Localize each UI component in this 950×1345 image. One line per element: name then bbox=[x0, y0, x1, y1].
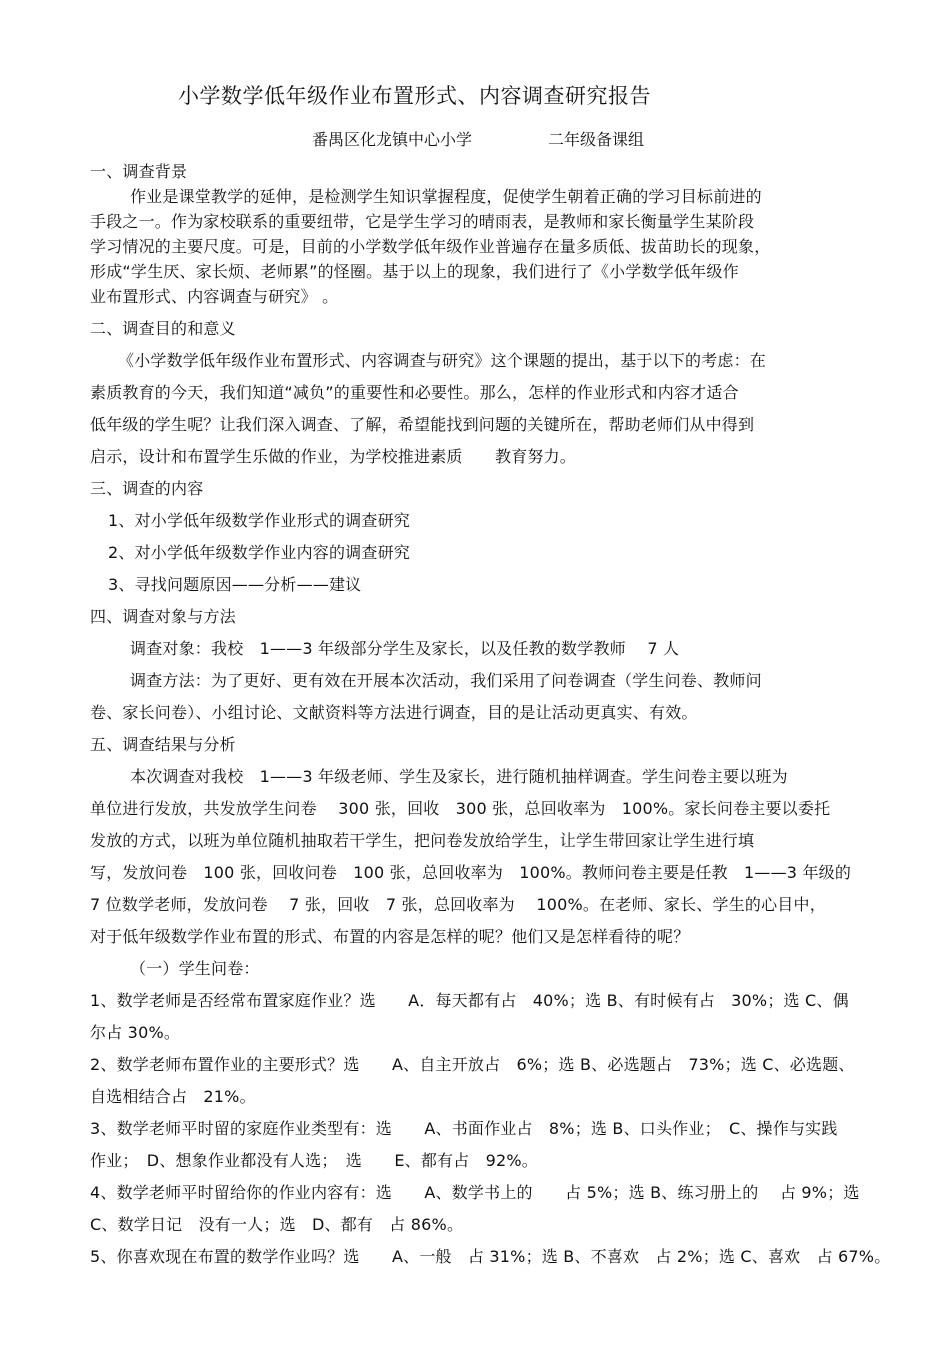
paragraph-line: 低年级的学生呢？让我们深入调查、了解，希望能找到问题的关键所在，帮助老师们从中得到 bbox=[90, 415, 755, 434]
section-heading-purpose: 二、调查目的和意义 bbox=[90, 319, 236, 338]
section-heading-background: 一、调查背景 bbox=[90, 162, 188, 181]
author-school: 番禺区化龙镇中心小学 bbox=[312, 130, 473, 149]
survey-question-line: 4、数学老师平时留给你的作业内容有：选 A、数学书上的 占 5%；选 B、练习册上的 占 9%；选 bbox=[90, 1183, 860, 1202]
paragraph-line: 卷、家长问卷）、小组讨论、文献资料等方法进行调查，目的是让活动更真实、有效。 bbox=[90, 703, 698, 722]
section-heading-content: 三、调查的内容 bbox=[90, 479, 204, 498]
paragraph-line: 7 位数学老师，发放问卷 7 张，回收 7 张，总回收率为 100%。在老师、家长、学生的心目中， bbox=[90, 895, 826, 914]
survey-question-line: 5、你喜欢现在布置的数学作业吗？选 A、一般 占 31%；选 B、不喜欢 占 2%；选 C、喜欢 占 67%。 bbox=[90, 1247, 891, 1266]
survey-question-line: 2、数学老师布置作业的主要形式？选 A、自主开放占 6%；选 B、必选题占 73%；选 C、必选题、 bbox=[90, 1055, 855, 1074]
author-group: 二年级备课组 bbox=[548, 130, 645, 149]
list-item: 2、对小学低年级数学作业内容的调查研究 bbox=[108, 543, 410, 562]
paragraph-line: 启示，设计和布置学生乐做的作业，为学校推进素质 教育努力。 bbox=[90, 447, 577, 466]
survey-question-line: 3、数学老师平时留的家庭作业类型有：选 A、书面作业占 8%；选 B、口头作业； C、操作与实践 bbox=[90, 1119, 838, 1138]
subsection-heading-student-survey: （一）学生问卷： bbox=[130, 959, 260, 978]
list-item: 3、寻找问题原因——分析——建议 bbox=[108, 575, 362, 594]
paragraph-line: 发放的方式，以班为单位随机抽取若干学生，把问卷发放给学生，让学生带回家让学生进行填 bbox=[90, 831, 755, 850]
paragraph-line: 业布置形式、内容调查与研究》 。 bbox=[90, 287, 339, 306]
section-heading-subjects-methods: 四、调查对象与方法 bbox=[90, 607, 236, 626]
report-title: 小学数学低年级作业布置形式、内容调查研究报告 bbox=[178, 84, 651, 108]
paragraph-line: 单位进行发放，共发放学生问卷 300 张，回收 300 张，总回收率为 100%。家长问卷主要以委托 bbox=[90, 799, 831, 818]
paragraph-line: 对于低年级数学作业布置的形式、布置的内容是怎样的呢？他们又是怎样看待的呢？ bbox=[90, 927, 690, 946]
paragraph-line: 形成“学生厌、家长烦、老师累”的怪圈。基于以上的现象，我们进行了《小学数学低年级作 bbox=[90, 262, 739, 281]
survey-question-line: C、数学日记 没有一人；选 D、都有 占 86%。 bbox=[90, 1215, 464, 1234]
paragraph-line: 手段之一。作为家校联系的重要纽带，它是学生学习的晴雨表，是教师和家长衡量学生某阶段 bbox=[90, 212, 755, 231]
paragraph-line: 调查对象：我校 1——3 年级部分学生及家长，以及任教的数学教师 7 人 bbox=[130, 639, 680, 658]
paragraph-line: 本次调查对我校 1——3 年级老师、学生及家长，进行随机抽样调查。学生问卷主要以班为 bbox=[130, 767, 788, 786]
paragraph-line: 调查方法：为了更好、更有效在开展本次活动，我们采用了问卷调查（学生问卷、教师问 bbox=[130, 671, 762, 690]
survey-question-line: 尔占 30%。 bbox=[90, 1023, 181, 1042]
survey-question-line: 1、数学老师是否经常布置家庭作业？选 A．每天都有占 40%；选 B、有时候有占 30%；选 C、偶 bbox=[90, 991, 849, 1010]
paragraph-line: 《小学数学低年级作业布置形式、内容调查与研究》这个课题的提出，基于以下的考虑：在 bbox=[118, 351, 767, 370]
paragraph-line: 学习情况的主要尺度。可是，目前的小学数学低年级作业普遍存在量多质低、拔苗助长的现象， bbox=[90, 237, 771, 256]
survey-question-line: 作业； D、想象作业都没有人选； 选 E、都有占 92%。 bbox=[90, 1151, 538, 1170]
paragraph-line: 写，发放问卷 100 张，回收问卷 100 张，总回收率为 100%。教师问卷主要是任教 1——3 年级的 bbox=[90, 863, 852, 882]
survey-question-line: 自选相结合占 21%。 bbox=[90, 1087, 256, 1106]
paragraph-line: 作业是课堂教学的延伸，是检测学生知识掌握程度，促使学生朝着正确的学习目标前进的 bbox=[130, 187, 762, 206]
paragraph-line: 素质教育的今天，我们知道“减负”的重要性和必要性。那么，怎样的作业形式和内容才适合 bbox=[90, 383, 739, 402]
list-item: 1、对小学低年级数学作业形式的调查研究 bbox=[108, 511, 410, 530]
section-heading-results: 五、调查结果与分析 bbox=[90, 735, 236, 754]
